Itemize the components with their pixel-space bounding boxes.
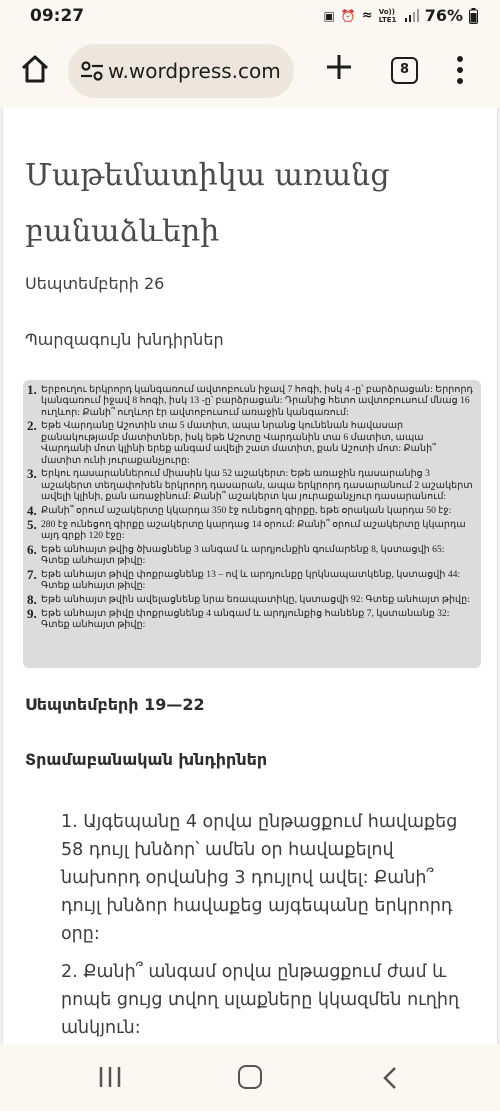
- site-settings-icon[interactable]: [80, 60, 104, 82]
- back-icon[interactable]: [382, 1066, 398, 1090]
- new-tab-icon[interactable]: [326, 54, 352, 80]
- scanned-problems-image: [23, 380, 481, 668]
- title-line-2: բանաձևերի: [25, 214, 220, 249]
- scanned-problem: 8. Եթե անհայտ թվին ավելացնենք նրա եռապատիկը, կստացվի 92: Գտեք անհայտ թիվը:: [27, 591, 470, 607]
- status-bar: [0, 0, 500, 32]
- scanned-problem: 7. Եթե անհայտ թիվը փոքրացնենք 13 – ով և արդյունքը կրկնապատկենք, կստացվի 44: Գտեք անհայտ թիվը:: [27, 566, 461, 592]
- section-heading: Տրամաբանական խնդիրներ: [25, 750, 268, 769]
- wifi-icon: ≈: [361, 8, 373, 23]
- status-icons: [324, 6, 479, 25]
- recent-apps-icon[interactable]: [98, 1066, 122, 1088]
- scanned-problem: 3. Երկու դասարաններում միասին կա 52 աշակերտ: Եթե առաջին դասարանից 3 աշակերտ տեղափոխեն երկրորդ դասարան, ապա երկրորդ դասարանում 2 աշակերտ ավելի կլինի, քան առաջինում: Քանի՞ աշակերտ կա յուրաքանչյուր դասարանում:: [27, 466, 473, 503]
- status-time: 09:27: [30, 6, 85, 26]
- tab-switcher-icon[interactable]: 8: [391, 57, 418, 84]
- scanned-problem: 1. Երբուղու երկրորդ կանգառում ավտոբուսն իջավ 7 հոգի, իսկ 4 -ը՝ բարձրացան: Երրորդ կանգառում իջավ 8 հոգի, իսկ 13 -ը՝ բարձրացան: Դրանից հետո ավտոբուսում մնաց 16 ուղևոր: Քանի՞ ուղևոր էր ավտոբուսում առաջին կանգառում:: [27, 382, 473, 418]
- signal-icon: [405, 9, 419, 22]
- battery-icon: [469, 8, 478, 24]
- scanned-problem: 9. Եթե անհայտ թիվը փոքրացնենք 4 անգամ և արդյունքից հանենք 7, կստանանք 32: Գտեք անհայտ թիվը:: [27, 606, 450, 631]
- home-button-icon[interactable]: [238, 1065, 262, 1089]
- browser-toolbar: [0, 32, 500, 108]
- post-date: Սեպտեմբերի 26: [25, 274, 165, 293]
- scanned-problem: 4. Քանի՞ օրում աշակերտը կկարդա 350 էջ ունեցող գիրքը, եթե օրական կարդա 50 էջ:: [27, 502, 452, 518]
- scanned-problem: 2. Եթե Վարդանը Աշոտին տա 5 մատիտ, ապա նրանց կունենան հավասար քանակությամբ մատիտներ, իսկ եթե Աշոտը Վարդանին տա 6 մատիտ, ապա Վարդանի մոտ կլինի երեք անգամ ավելի շատ մատիտ, քան Աշոտի մոտ: Քանի՞ մատիտ ունի յուրաքանչյուրը:: [27, 418, 437, 466]
- alarm-icon: ⏰: [340, 8, 356, 23]
- problem-text: 1. Այգեպանը 4 օրվա ընթացքում հավաքեց 58 դույլ խնձոր՝ ամեն օր հավաքելով նախորդ օրվանից 3 դույլով ավել: Քանի՞ դույլ խնձոր հավաքեց այգեպանը երկրորդ օրը:: [61, 812, 458, 944]
- section-date: Սեպտեմբերի 19—22: [25, 695, 205, 714]
- problem-text: 2. Քանի՞ անգամ օրվա ընթացքում ժամ և րոպե ցույց տվող սլաքները կկազմեն ուղիղ անկյուն:: [61, 962, 460, 1038]
- title-line-1: Մաթեմատիկա առանց: [25, 158, 390, 193]
- page-title: [25, 148, 455, 260]
- network-label: Vo)) LTE1: [378, 7, 397, 24]
- system-nav-bar: [0, 1044, 500, 1111]
- home-icon[interactable]: [20, 54, 50, 84]
- battery-percent: 76%: [424, 6, 463, 25]
- notification-icon: ▣: [323, 8, 335, 23]
- article-card: [2, 108, 498, 1044]
- address-bar[interactable]: [68, 44, 294, 98]
- scanned-problem: 5. 280 էջ ունեցող գիրքը աշակերտը կարդաց 14 օրում: Քանի՞ օրում աշակերտը կկարդա այդ գրքի 120 էջը:: [27, 516, 466, 542]
- url-text[interactable]: w.wordpress.com: [108, 59, 281, 83]
- overflow-menu-icon[interactable]: [454, 54, 466, 86]
- section-subtitle: Պարզագույն խնդիրներ: [25, 330, 224, 349]
- web-page[interactable]: [0, 108, 500, 1044]
- scanned-problem: 6. Եթե անհայտ թվից ծխացնենք 3 անգամ և արդյունքին գումարենք 8, կստացվի 65: Գտեք անհայտ թիվը:: [27, 541, 445, 567]
